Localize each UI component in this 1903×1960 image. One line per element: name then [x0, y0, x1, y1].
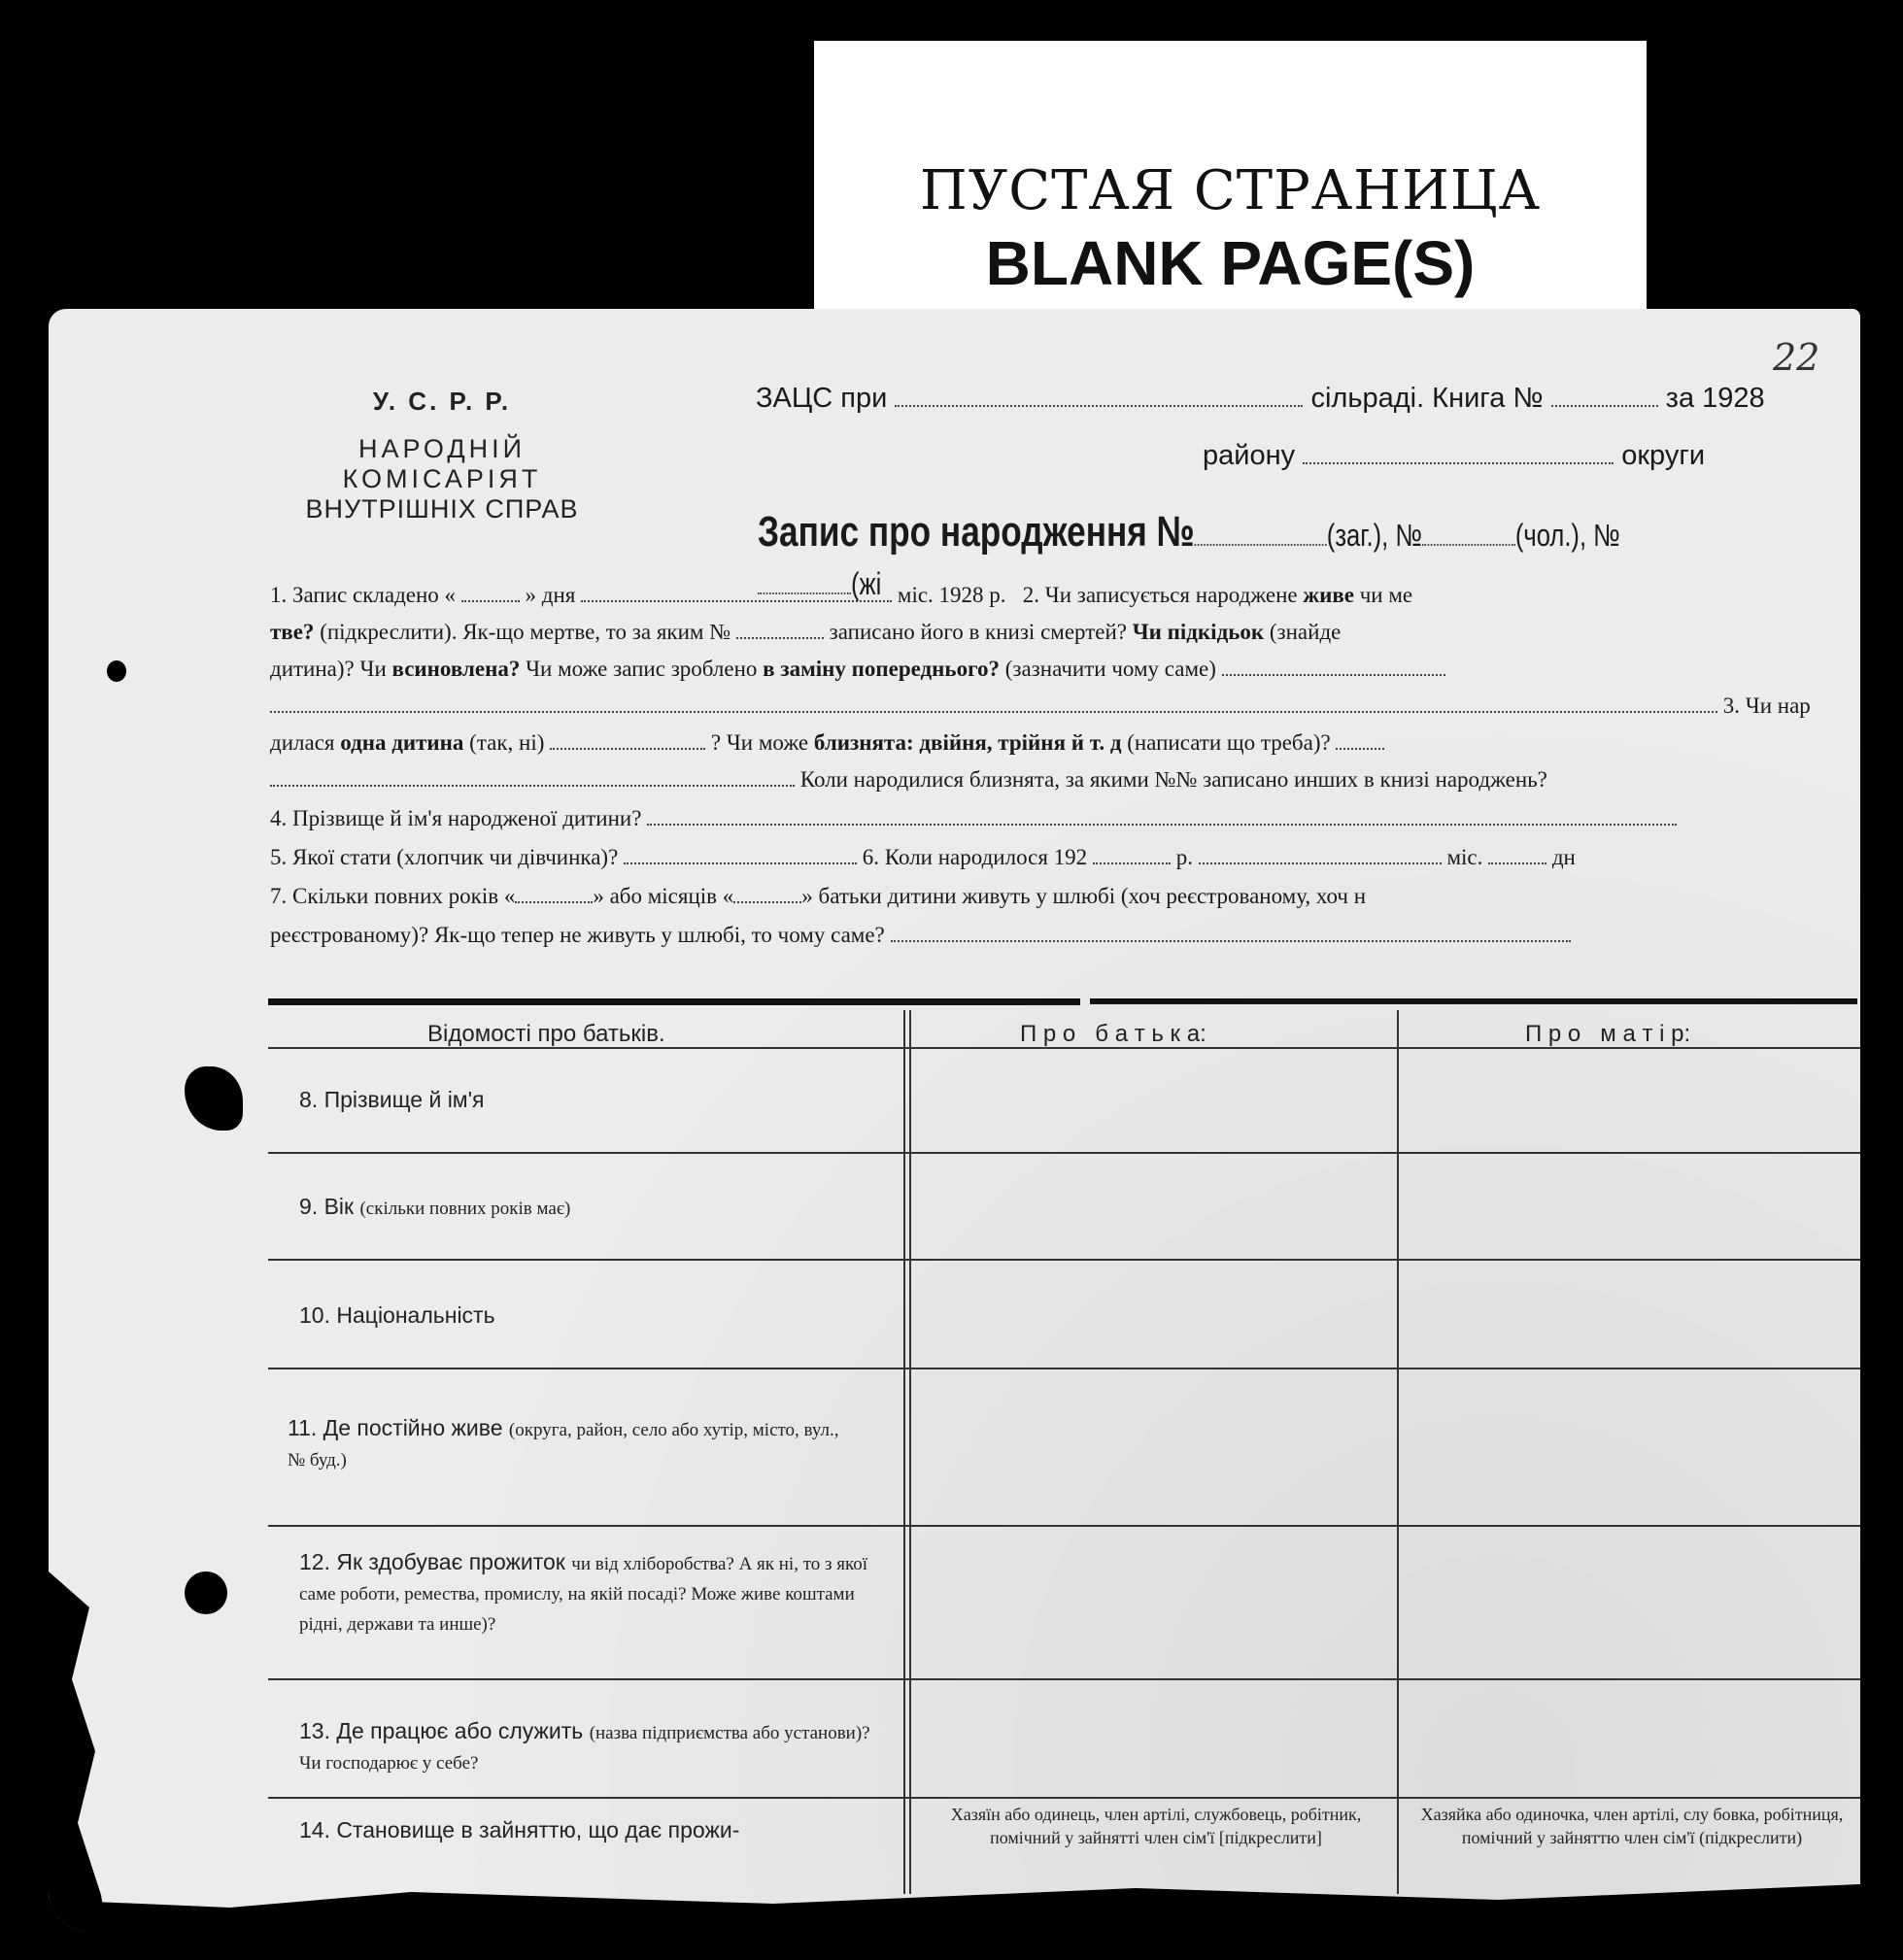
q2-alive: живе [1303, 583, 1354, 607]
q3-line-3 [270, 767, 1547, 793]
row-divider-11 [268, 1525, 1860, 1527]
q2-specify-blank[interactable] [1222, 673, 1445, 676]
table-top-rule-right [1090, 998, 1857, 1004]
q3-one-child-blank[interactable] [550, 747, 705, 750]
row-divider-13 [268, 1797, 1860, 1799]
q2-child: дитина)? Чи [270, 657, 387, 681]
okrug-blank[interactable] [1303, 461, 1614, 464]
column-divider-2 [1397, 1010, 1399, 1894]
row-14-text: 14. Становище в зайняттю, що дає прожи- [299, 1817, 740, 1842]
row-9-text: 9. Вік [299, 1194, 355, 1219]
q2-label-a: 2. Чи записується народжене [1022, 583, 1298, 607]
q4-line [270, 806, 1677, 831]
row-14-mother-options[interactable]: Хазяйка або одиночка, член артілі, слу бовка, робітниця, помічний у зайняттю член сім'ї (підкреслити) [1420, 1805, 1844, 1847]
issuing-authority [277, 387, 607, 524]
q1-date-blank[interactable] [581, 599, 892, 602]
row-9-note: (скільки повних років має) [359, 1199, 571, 1219]
q2-adopted: всиновлена? [391, 657, 521, 681]
q7-why: Як-що тепер не живуть у шлюбі, то чому саме? [433, 923, 885, 947]
silradi-book: сільраді. Книга № [1310, 383, 1544, 414]
q7-months-label: » або місяців « [593, 884, 734, 908]
q3-twins-numbers: Коли народилися близнята, за якими №№ записано инших в книзі народжень? [799, 767, 1547, 792]
blank-page-en: BLANK PAGE(S) [985, 228, 1476, 298]
q4-name-blank[interactable] [647, 823, 1677, 826]
zags-blank[interactable] [895, 404, 1303, 407]
row-14-father-options[interactable]: Хазяїн або одинець, член артілі, службовець, робітник, помічний у зайнятті член сім'ї [підкреслити] [950, 1805, 1362, 1847]
q1-label-b: » дня [525, 583, 576, 607]
column-divider-1b [909, 1010, 911, 1894]
q3-line-2 [270, 730, 1384, 756]
q2-line-2 [270, 620, 1341, 645]
usrr-label: У. С. Р. Р. [372, 387, 512, 416]
zag-label: (заг.), № [1326, 518, 1422, 553]
q2-foundling: Чи підкідьок [1132, 620, 1265, 644]
q2-death-number-label: (підкреслити). Як-що мертве, то за яким № [320, 620, 731, 644]
q6-month: міс. [1446, 845, 1483, 869]
row-14-label [299, 1816, 739, 1843]
q7-registered: реєстрованому)? [270, 923, 429, 947]
header-father: П р о б а т ь к а: [1020, 1021, 1206, 1047]
q3-continuation-blank[interactable] [270, 784, 795, 787]
q6-label: 6. Коли народилося 192 [862, 845, 1088, 869]
row-11-label [288, 1414, 861, 1474]
header-mother: П р о м а т і р: [1525, 1021, 1691, 1047]
column-divider-1a [903, 1010, 905, 1894]
q5-label: 5. Якої стати (хлопчик чи дівчинка)? [270, 845, 619, 869]
q3-line [270, 693, 1811, 719]
zhin-label: (жі [851, 566, 882, 601]
q3-maybe: ? Чи може [710, 730, 809, 755]
q1-day-blank[interactable] [461, 599, 520, 602]
q7-line [270, 884, 1366, 909]
row-11-note: (округа, район, село або хутір, місто, вул., № буд.) [288, 1420, 839, 1470]
header-parents-info: Відомості про батьків. [427, 1021, 665, 1047]
q7-years-blank[interactable] [515, 900, 593, 903]
page-number: 22 [1773, 336, 1820, 379]
blank-page-ru: ПУСТАЯ СТРАНИЦА [919, 159, 1542, 222]
row-10-label [299, 1301, 495, 1329]
row-11-text: 11. Де постійно живе [288, 1415, 503, 1440]
commissariat-line-2: ВНУТРІШНІХ СПРАВ [305, 494, 579, 524]
q3-one-child: одна дитина [340, 730, 464, 755]
okrug-label: округи [1621, 440, 1706, 471]
q7-why-blank[interactable] [891, 939, 1571, 942]
q2-death-number-blank[interactable] [736, 636, 824, 639]
commissariat-line-1: НАРОДНІЙ КОМІСАРІЯТ [342, 434, 542, 493]
q4-label: 4. Прізвище й ім'я народженої дитини? [270, 806, 642, 830]
year-label: за 1928 [1665, 383, 1765, 414]
q1-line [270, 583, 1412, 608]
blank-page-slip [814, 41, 1647, 332]
q6-year: р. [1175, 845, 1193, 869]
row-13-text: 13. Де працює або служить [299, 1718, 584, 1743]
row-8-label [299, 1086, 484, 1113]
punch-hole [185, 1571, 227, 1614]
row-12-text: 12. Як здобуває прожиток [299, 1549, 565, 1574]
row-8-text: 8. Прізвище й ім'я [299, 1087, 485, 1112]
row-10-text: 10. Національність [299, 1302, 495, 1328]
q2-replacement: в заміну попереднього? [763, 657, 1000, 681]
q7-marriage-label: » батьки дитини живуть у шлюбі (хоч реєстрованому, хоч н [801, 884, 1367, 908]
q3-born: дилася [270, 730, 335, 755]
q2-found: (знайде [1269, 620, 1342, 644]
q3-yes-no: (так, ні) [469, 730, 545, 755]
q6-month-blank[interactable] [1199, 862, 1442, 864]
q7-months-blank[interactable] [733, 900, 801, 903]
q7-years-label: 7. Скільки повних років « [270, 884, 516, 908]
row-12-note: чи від хліборобства? А як ні, то з якої саме роботи, ремества, промислу, на якій посаді? Може живе коштами рідні, держави та инше)? [299, 1554, 868, 1635]
row-divider-12 [268, 1678, 1860, 1680]
row-divider-10 [268, 1368, 1860, 1369]
record-title-text: Запис про народження № [758, 508, 1195, 556]
q7-line-2 [270, 923, 1571, 948]
chol-label: (чол.), № [1514, 518, 1620, 553]
zag-number-blank[interactable] [1422, 543, 1515, 546]
row-9-label [299, 1193, 570, 1223]
record-number-blank[interactable] [1195, 543, 1327, 546]
q5-sex-blank[interactable] [624, 862, 857, 864]
row-12-label [299, 1548, 872, 1639]
row-divider-8 [268, 1152, 1860, 1154]
row-13-note: (назва підприємства або установи)? Чи господарює у себе? [299, 1723, 870, 1774]
q6-year-blank[interactable] [1093, 862, 1171, 864]
q1-label-c: міс. 1928 р. [897, 583, 1006, 607]
q6-day-blank[interactable] [1488, 862, 1546, 864]
q5-line [270, 845, 1576, 870]
torn-bottom-edge [49, 1853, 1860, 1931]
q3-twins: близнята: [813, 730, 914, 755]
row-13-label [299, 1717, 872, 1777]
raion-line [1203, 440, 1705, 472]
book-number-blank[interactable] [1551, 404, 1658, 407]
q6-day: дн [1551, 845, 1576, 869]
zags-line [756, 383, 1765, 415]
punch-hole [107, 660, 126, 682]
table-top-rule-left [268, 998, 1080, 1005]
q3-write: (написати що треба)? [1127, 730, 1331, 755]
q3-twins-blank[interactable] [1336, 747, 1384, 750]
q2-dead: тве? [270, 620, 315, 644]
q2-or: чи ме [1359, 583, 1413, 607]
raion-label: району [1203, 440, 1296, 471]
q2-line-3 [270, 657, 1445, 682]
birth-record-form [49, 309, 1860, 1931]
q3-label: 3. Чи нар [1722, 693, 1811, 718]
torn-edge [49, 1571, 107, 1931]
row-divider-9 [268, 1259, 1860, 1261]
q1-label-a: 1. Запис складено « [270, 583, 457, 607]
q2-continuation-blank[interactable] [270, 710, 1717, 713]
punch-hole [185, 1066, 243, 1131]
q3-twins-types: двійня, трійня й т. д [919, 730, 1122, 755]
zags-prefix: ЗАЦС при [756, 383, 888, 414]
q2-record-made: Чи може запис зроблено [526, 657, 758, 681]
q2-specify: (зазначити чому саме) [1004, 657, 1216, 681]
q2-death-book: записано його в книзі смертей? [829, 620, 1128, 644]
